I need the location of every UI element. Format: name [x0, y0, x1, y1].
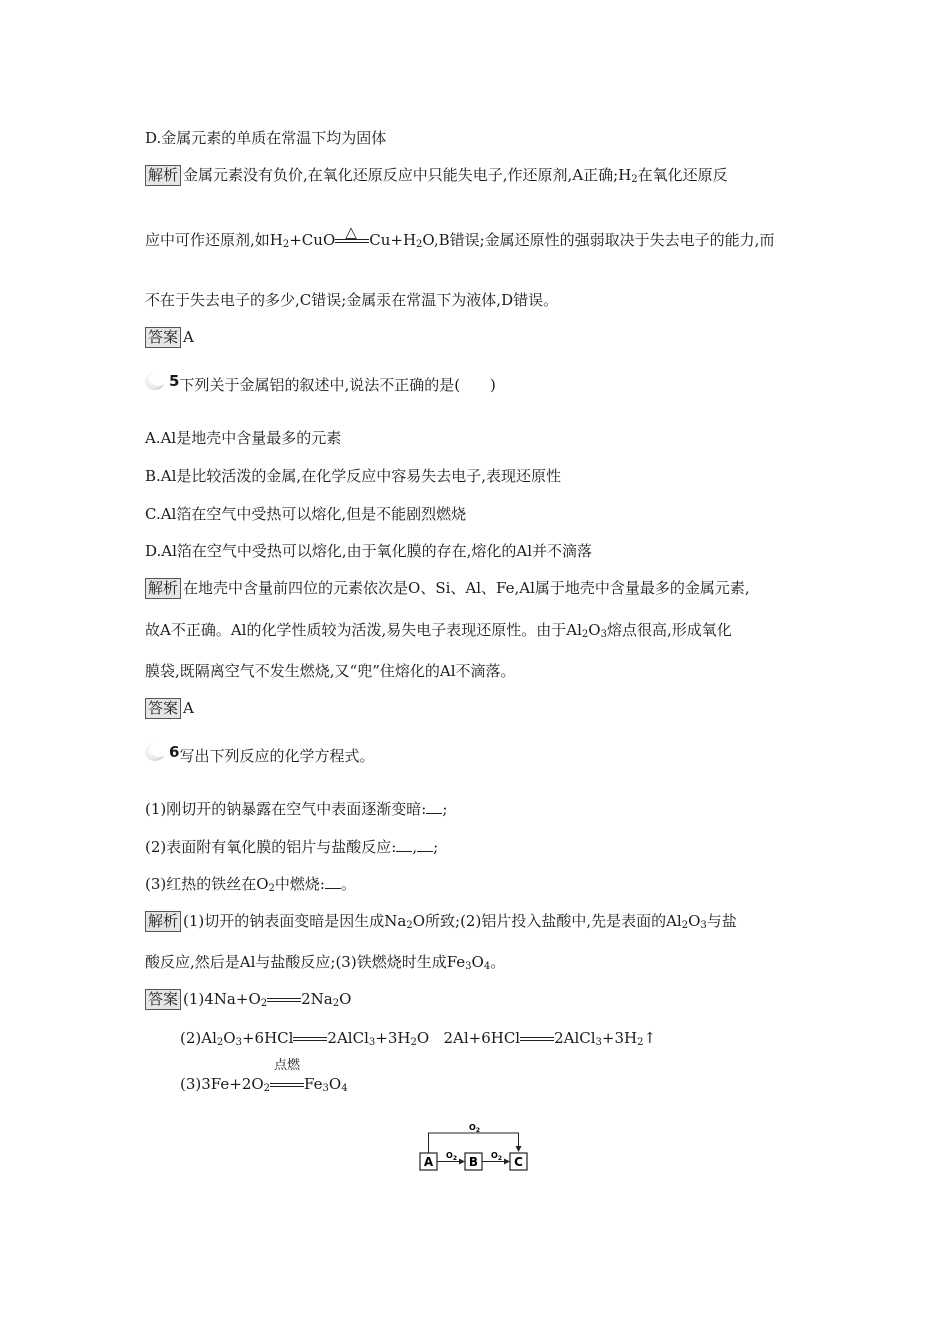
q5-answer: 答案 A	[145, 697, 194, 719]
box-a-label: A	[423, 1155, 434, 1169]
answer-blank[interactable]	[417, 837, 433, 852]
o2-label-bc: $O_2$	[491, 1151, 502, 1162]
question-bubble-icon	[145, 372, 167, 390]
equation-sign	[267, 994, 301, 1006]
equation-sign	[335, 223, 369, 247]
o2-label-ab: $O_2$	[446, 1151, 457, 1162]
answer-blank[interactable]	[396, 837, 412, 852]
heating-symbol: △	[345, 223, 357, 241]
q6-item-1: (1)刚切开的钠暴露在空气中表面逐渐变暗: ;	[145, 800, 448, 818]
equation-sign	[293, 1033, 327, 1045]
q6-item-3: (3)红热的铁丝在$O_2$中燃烧: 。	[145, 875, 356, 894]
q6-answer-1: 答案 $(1)4Na+O_2$ $2Na_2O$	[145, 988, 351, 1010]
analysis-tag: 解析	[145, 578, 181, 599]
question-bubble-icon	[145, 743, 167, 761]
answer-blank[interactable]	[426, 799, 442, 814]
box-c-label: C	[514, 1155, 523, 1169]
q5-analysis-line-3: 膜袋,既隔离空气不发生燃烧,又“兜”住熔化的Al不滴落。	[145, 662, 516, 680]
reaction-flow-diagram	[410, 1118, 540, 1178]
q4-answer: 答案 A	[145, 326, 194, 348]
q4-option-d: D.金属元素的单质在常温下均为固体	[145, 129, 387, 147]
q6-analysis-line-2: 酸反应,然后是Al与盐酸反应;(3)铁燃烧时生成$Fe_3O_4$。	[145, 953, 506, 972]
arrow-a-c	[429, 1133, 519, 1153]
q6-answer-2: $(2)Al_2O_3+6HCl$ $2AlCl_3+3H_2O$ 2Al+6HCl $2AlCl_3+3H_2↑$	[180, 1029, 657, 1048]
analysis-tag: 解析	[145, 911, 181, 932]
q4-analysis-line-2: 应中可作还原剂,如$H_2+CuO$ △ $Cu+H_2O,B$错误;金属还原性的强弱取决于失去电子的能力,而	[145, 223, 775, 250]
equation-sign	[270, 1058, 304, 1091]
q5-option-a: A.Al是地壳中含量最多的元素	[145, 429, 342, 447]
answer-blank[interactable]	[325, 874, 341, 889]
gas-arrow: ↑	[643, 1029, 657, 1047]
answer-tag: 答案	[145, 698, 181, 719]
equation-sign	[520, 1033, 554, 1045]
q6-item-2: (2)表面附有氧化膜的铝片与盐酸反应: , ;	[145, 838, 439, 856]
q6-analysis-line-1: 解析 (1)切开的钠表面变暗是因生成$Na_2O$所致;(2)铝片投入盐酸中,先是表面的$Al_2O_3$与盐	[145, 910, 737, 932]
q5-option-b: B.Al是比较活泼的金属,在化学反应中容易失去电子,表现还原性	[145, 467, 561, 485]
answer-tag: 答案	[145, 989, 181, 1010]
q5-stem: 5 下列关于金属铝的叙述中,说法不正确的是( )	[145, 370, 496, 396]
q5-option-d: D.Al箔在空气中受热可以熔化,由于氧化膜的存在,熔化的Al并不滴落	[145, 542, 593, 560]
q6-answer-3: $(3)3Fe+2O_2$ 点燃 $Fe_3O_4$	[180, 1058, 348, 1094]
box-b-label: B	[468, 1155, 479, 1169]
ignite-condition: 点燃	[274, 1058, 301, 1073]
q5-analysis-line-2: 故A不正确。Al的化学性质较为活泼,易失电子表现还原性。由于$Al_2O_3$熔点很高,形成氧化	[145, 621, 732, 640]
q4-analysis-line-3: 不在于失去电子的多少,C错误;金属汞在常温下为液体,D错误。	[145, 291, 559, 309]
q5-option-c: C.Al箔在空气中受热可以熔化,但是不能剧烈燃烧	[145, 505, 467, 523]
q4-analysis-line-1: 解析 金属元素没有负价,在氧化还原反应中只能失电子,作还原剂,A正确$;H_2$在氧化还原反	[145, 164, 728, 186]
q6-stem: 6 写出下列反应的化学方程式。	[145, 741, 374, 767]
o2-label-ac: $O_2$	[469, 1123, 480, 1134]
answer-tag: 答案	[145, 327, 181, 348]
q5-analysis-line-1: 解析 在地壳中含量前四位的元素依次是O、Si、Al、Fe,Al属于地壳中含量最多的金属元素,	[145, 577, 750, 599]
analysis-tag: 解析	[145, 165, 181, 186]
